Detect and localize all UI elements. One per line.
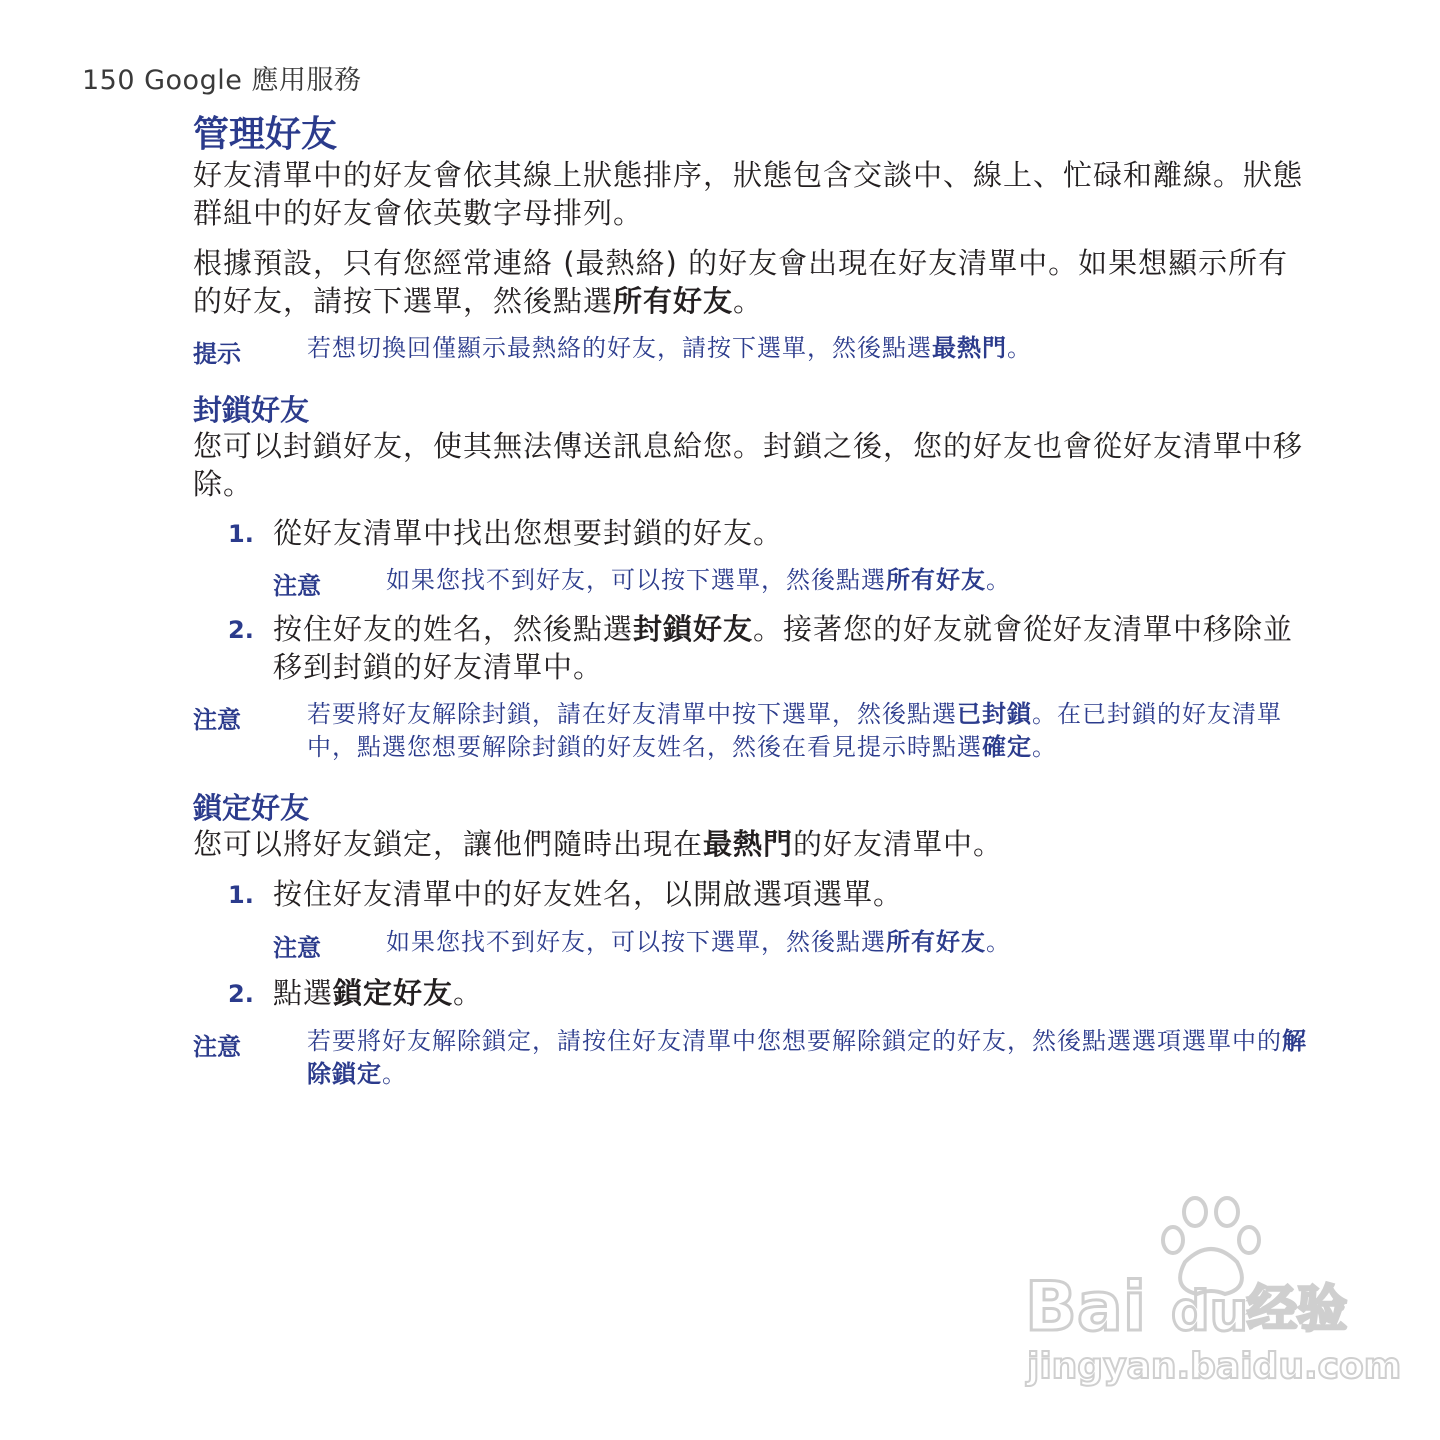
lock-step-2-number: 2. — [228, 980, 254, 1008]
intro-paragraph-2: 根據預設，只有您經常連絡 (最熱絡) 的好友會出現在好友清單中。如果想顯示所有的好友，請按下選單，然後點選所有好友。 — [193, 246, 1289, 318]
block-step-1-number: 1. — [228, 520, 254, 548]
block-friend-description: 您可以封鎖好友，使其無法傳送訊息給您。封鎖之後，您的好友也會從好友清單中移除。 — [193, 429, 1304, 501]
lock-note-label: 注意 — [193, 1033, 241, 1061]
tip-text: 若想切換回僅顯示最熱絡的好友，請按下選單，然後點選最熱門。 — [307, 334, 1032, 362]
block-step-1-text: 從好友清單中找出您想要封鎖的好友。 — [273, 516, 784, 550]
section-title: 管理好友 — [193, 114, 338, 155]
block-step-1-note-label: 注意 — [273, 572, 321, 600]
lock-step-1-text: 按住好友清單中的好友姓名，以開啟選項選單。 — [273, 877, 904, 911]
watermark-logo-du: du — [1171, 1280, 1249, 1343]
watermark-url: jingyan.baidu.com — [1027, 1346, 1402, 1387]
lock-note-text: 若要將好友解除鎖定，請按住好友清單中您想要解除鎖定的好友，然後點選選項選單中的解除鎖定。 — [307, 1027, 1307, 1088]
tip-label: 提示 — [193, 340, 241, 368]
watermark-logo-bai: Bai — [1025, 1268, 1147, 1347]
lock-step-1-note-text: 如果您找不到好友，可以按下選單，然後點選所有好友。 — [386, 928, 1011, 956]
lock-step-1-note-label: 注意 — [273, 934, 321, 962]
block-step-2-text: 按住好友的姓名，然後點選封鎖好友。接著您的好友就會從好友清單中移除並移到封鎖的好友清單中。 — [273, 612, 1294, 684]
page-header: 150 Google 應用服務 — [82, 65, 362, 96]
lock-step-2-text: 點選鎖定好友。 — [273, 976, 484, 1010]
block-friend-heading: 封鎖好友 — [193, 393, 310, 427]
block-note-label: 注意 — [193, 706, 241, 734]
lock-friend-description: 您可以將好友鎖定，讓他們隨時出現在最熱門的好友清單中。 — [193, 827, 1004, 861]
block-step-2-number: 2. — [228, 616, 254, 644]
lock-friend-heading: 鎖定好友 — [193, 791, 310, 825]
block-step-1-note-text: 如果您找不到好友，可以按下選單，然後點選所有好友。 — [386, 566, 1011, 594]
intro-paragraph-1: 好友清單中的好友會依其線上狀態排序，狀態包含交談中、線上、忙碌和離線。狀態群組中的好友會依英數字母排列。 — [193, 158, 1304, 230]
baidu-jingyan-watermark — [1025, 1192, 1402, 1392]
block-note-text: 若要將好友解除封鎖，請在好友清單中按下選單，然後點選已封鎖。在已封鎖的好友清單中，點選您想要解除封鎖的好友姓名，然後在看見提示時點選確定。 — [307, 700, 1282, 761]
lock-step-1-number: 1. — [228, 881, 254, 909]
watermark-logo-jingyan: 经验 — [1247, 1280, 1347, 1338]
